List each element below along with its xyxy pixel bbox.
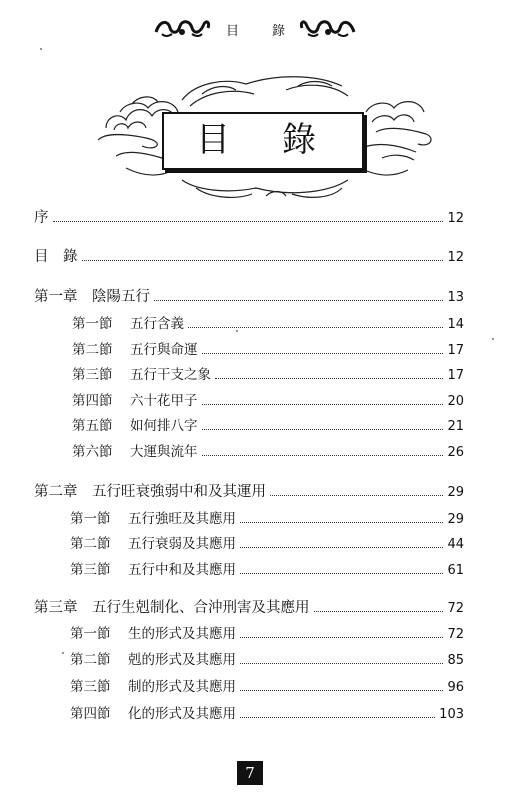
dot-leader [240, 511, 443, 523]
dot-leader [240, 652, 443, 664]
toc-entry-section[interactable] [70, 675, 464, 697]
toc-label: 第一章 陰陽五行 [34, 289, 150, 305]
toc-entry-chapter-1[interactable] [34, 285, 464, 307]
toc-page-number: 12 [447, 250, 464, 265]
toc-entry-preface[interactable] [34, 206, 464, 228]
title-char-2: 錄 [282, 120, 316, 160]
section-title: 生的形式及其應用 [128, 626, 236, 642]
toc-page-number: 72 [447, 627, 464, 642]
toc-entry-section[interactable] [72, 414, 464, 436]
dot-leader [188, 316, 443, 328]
toc-entry-section[interactable] [70, 702, 464, 724]
toc-page-number: 61 [447, 563, 464, 578]
toc-entry-section[interactable] [72, 389, 464, 411]
section-title: 五行衰弱及其應用 [128, 536, 236, 552]
toc-label: 第三章 五行生剋制化、合沖刑害及其應用 [34, 600, 310, 616]
dot-leader [53, 210, 444, 222]
dot-leader [202, 393, 444, 405]
toc-entry-section[interactable] [72, 440, 464, 462]
toc-page-number: 96 [447, 680, 464, 695]
section-label: 第三節 [70, 679, 111, 695]
section-label: 第六節 [72, 444, 113, 460]
toc-page-number: 21 [447, 419, 464, 434]
section-title: 大運與流年 [130, 444, 198, 460]
toc-entry-section[interactable] [70, 648, 464, 670]
dot-leader [202, 444, 444, 456]
toc-label: 目 錄 [34, 249, 78, 265]
section-title: 如何排八字 [130, 418, 198, 434]
dot-leader [202, 342, 444, 354]
toc-entry-section[interactable] [70, 532, 464, 554]
toc-page-number: 17 [447, 343, 464, 358]
toc-entry-section[interactable] [72, 338, 464, 360]
toc-entry-chapter-2[interactable] [34, 480, 464, 502]
toc-entry-section[interactable] [70, 507, 464, 529]
toc-entry-section[interactable] [70, 558, 464, 580]
section-label: 第三節 [70, 562, 111, 578]
toc-entry-section[interactable] [70, 622, 464, 644]
scan-speck [40, 48, 42, 50]
toc-page-number: 14 [447, 317, 464, 332]
header-text-2: 錄 [272, 24, 287, 39]
section-title: 五行中和及其應用 [128, 562, 236, 578]
section-title: 五行干支之象 [130, 367, 211, 383]
section-title: 制的形式及其應用 [128, 679, 236, 695]
toc-label: 第二章 五行旺衰強弱中和及其運用 [34, 484, 266, 500]
toc-page-number: 85 [447, 653, 464, 668]
dot-leader [240, 562, 443, 574]
dot-leader [215, 367, 443, 379]
section-title: 六十花甲子 [130, 393, 198, 409]
running-header [0, 14, 526, 44]
toc-page-number: 12 [447, 211, 464, 226]
section-label: 第一節 [70, 626, 111, 642]
toc-page-number: 72 [447, 601, 464, 616]
dot-leader [240, 706, 435, 718]
page-number: 7 [237, 761, 263, 785]
section-label: 第一節 [72, 316, 113, 332]
toc-entry-section[interactable] [72, 363, 464, 385]
scan-speck [236, 330, 238, 332]
toc-page-number: 103 [439, 707, 464, 722]
dot-leader [314, 600, 444, 612]
dot-leader [82, 249, 444, 261]
toc-page-number: 20 [447, 394, 464, 409]
section-label: 第一節 [70, 511, 111, 527]
section-label: 第二節 [70, 652, 111, 668]
section-label: 第三節 [72, 367, 113, 383]
section-label: 第四節 [72, 393, 113, 409]
section-label: 第四節 [70, 706, 111, 722]
toc-label: 序 [34, 210, 49, 226]
ornament-right-icon [298, 16, 358, 38]
scan-speck [492, 338, 494, 340]
dot-leader [240, 679, 443, 691]
scan-speck [62, 652, 64, 654]
toc-title-box [162, 112, 364, 170]
toc-page-number: 29 [447, 485, 464, 500]
dot-leader [202, 418, 444, 430]
section-title: 化的形式及其應用 [128, 706, 236, 722]
toc-entry-section[interactable] [72, 312, 464, 334]
toc-page-number: 26 [447, 445, 464, 460]
section-title: 五行強旺及其應用 [128, 511, 236, 527]
toc-page-number: 29 [447, 512, 464, 527]
toc-page-number: 44 [447, 537, 464, 552]
toc-entry-chapter-3[interactable] [34, 596, 464, 618]
toc-page-number: 17 [447, 368, 464, 383]
ornament-left-icon [152, 16, 212, 38]
header-text-1: 目 [226, 24, 241, 39]
dot-leader [270, 484, 443, 496]
dot-leader [240, 536, 443, 548]
section-title: 五行含義 [130, 316, 184, 332]
dot-leader [154, 289, 443, 301]
section-label: 第二節 [72, 342, 113, 358]
section-title: 五行與命運 [130, 342, 198, 358]
dot-leader [240, 626, 443, 638]
section-label: 第五節 [72, 418, 113, 434]
section-label: 第二節 [70, 536, 111, 552]
title-char-1: 目 [196, 120, 230, 160]
section-title: 剋的形式及其應用 [128, 652, 236, 668]
toc-page-number: 13 [447, 290, 464, 305]
toc-entry-contents[interactable] [34, 245, 464, 267]
